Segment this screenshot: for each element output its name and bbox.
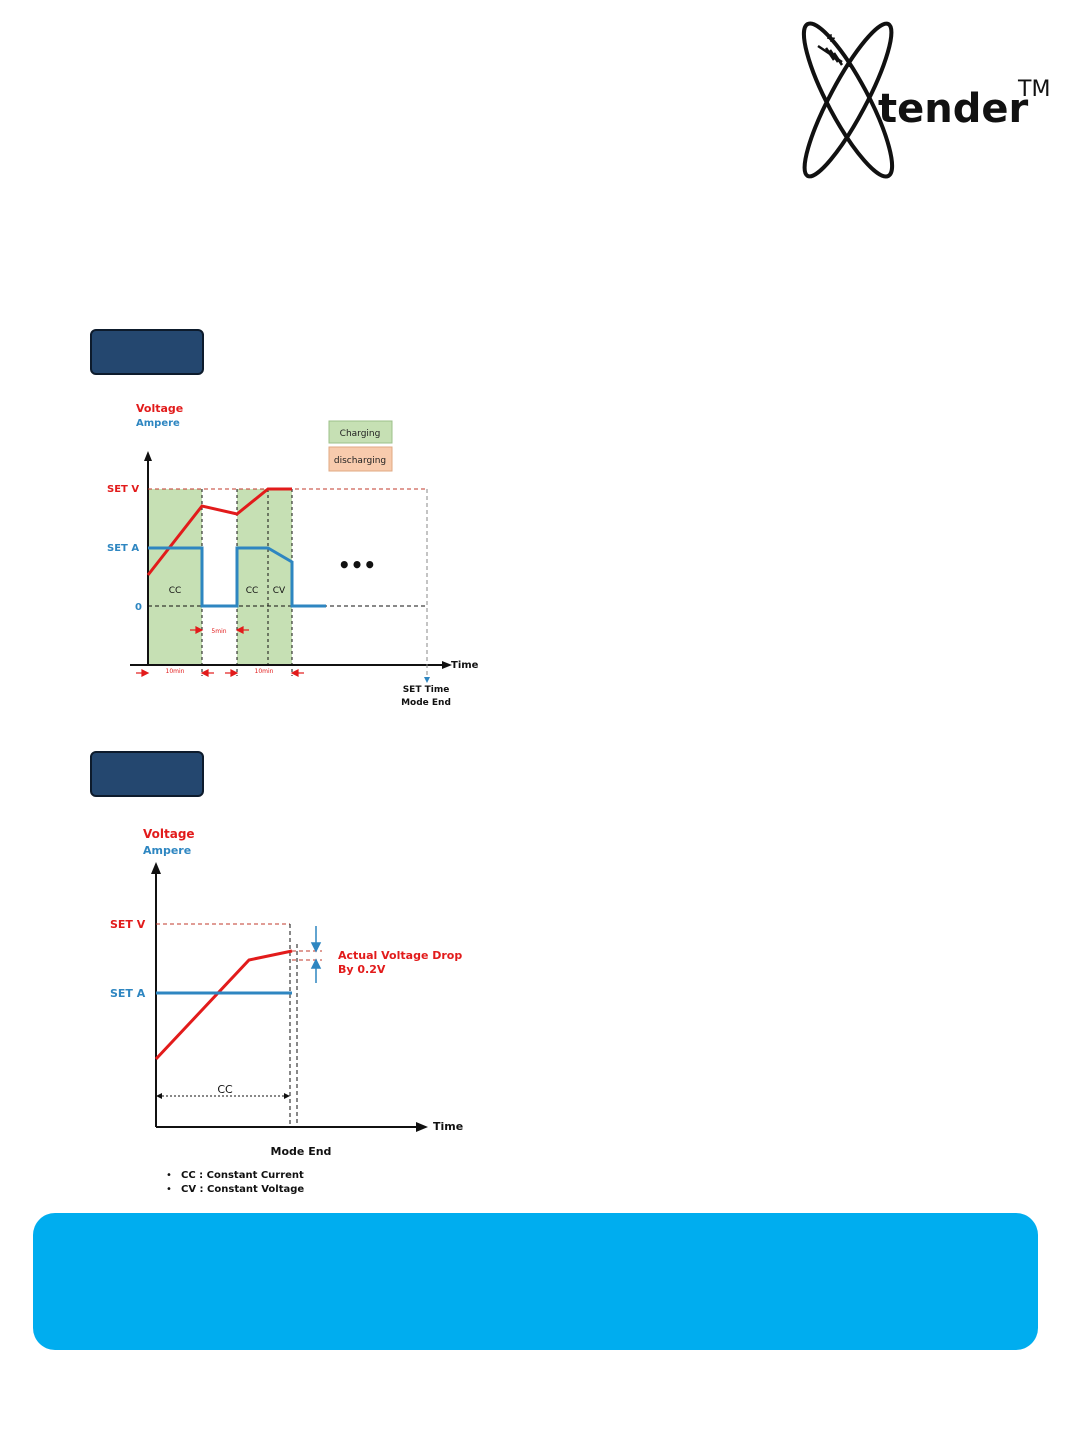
ellipsis: ••• (337, 553, 377, 577)
cv-label: CV (272, 586, 286, 596)
cc-label-2: CC (245, 586, 259, 596)
x-label-time: Time (433, 1120, 464, 1133)
set-a-label: SET A (107, 543, 140, 554)
svg-text:-: - (848, 58, 854, 74)
svg-text:•: • (166, 1184, 172, 1195)
end-label-set-time: SET Time (402, 685, 450, 695)
voltage-line (156, 951, 292, 1059)
voltage-drop-value: By 0.2V (338, 963, 386, 976)
trademark: TM (1018, 77, 1051, 102)
footnote-cc: CC : Constant Current (181, 1170, 304, 1181)
set-a-label: SET A (110, 987, 146, 1000)
footer-banner (33, 1213, 1038, 1350)
legend-charging: Charging (339, 429, 381, 439)
charge-interval-label-2: 10min (254, 668, 274, 675)
y-label-ampere: Ampere (143, 844, 192, 857)
rest-interval-label: 5min (211, 628, 227, 635)
brand-name: tender (878, 86, 1029, 132)
cc-label: CC (217, 1083, 233, 1096)
zero-label: 0 (135, 602, 142, 613)
end-label-mode-end: Mode End (401, 698, 451, 708)
set-v-label: SET V (110, 918, 146, 931)
legend-discharging: discharging (333, 456, 387, 466)
svg-text:+: + (826, 31, 837, 45)
y-label-voltage: Voltage (143, 827, 195, 841)
y-label-voltage: Voltage (136, 402, 184, 415)
mode-end-label: Mode End (270, 1145, 332, 1158)
voltage-drop-title: Actual Voltage Drop (338, 949, 463, 962)
cc-label-1: CC (168, 586, 182, 596)
x-label-time: Time (451, 660, 479, 671)
svg-text:•: • (166, 1170, 172, 1181)
footnote-cv: CV : Constant Voltage (181, 1184, 305, 1195)
set-v-label: SET V (107, 484, 140, 495)
charge-interval-label-1: 10min (165, 668, 185, 675)
y-label-ampere: Ampere (136, 418, 180, 429)
